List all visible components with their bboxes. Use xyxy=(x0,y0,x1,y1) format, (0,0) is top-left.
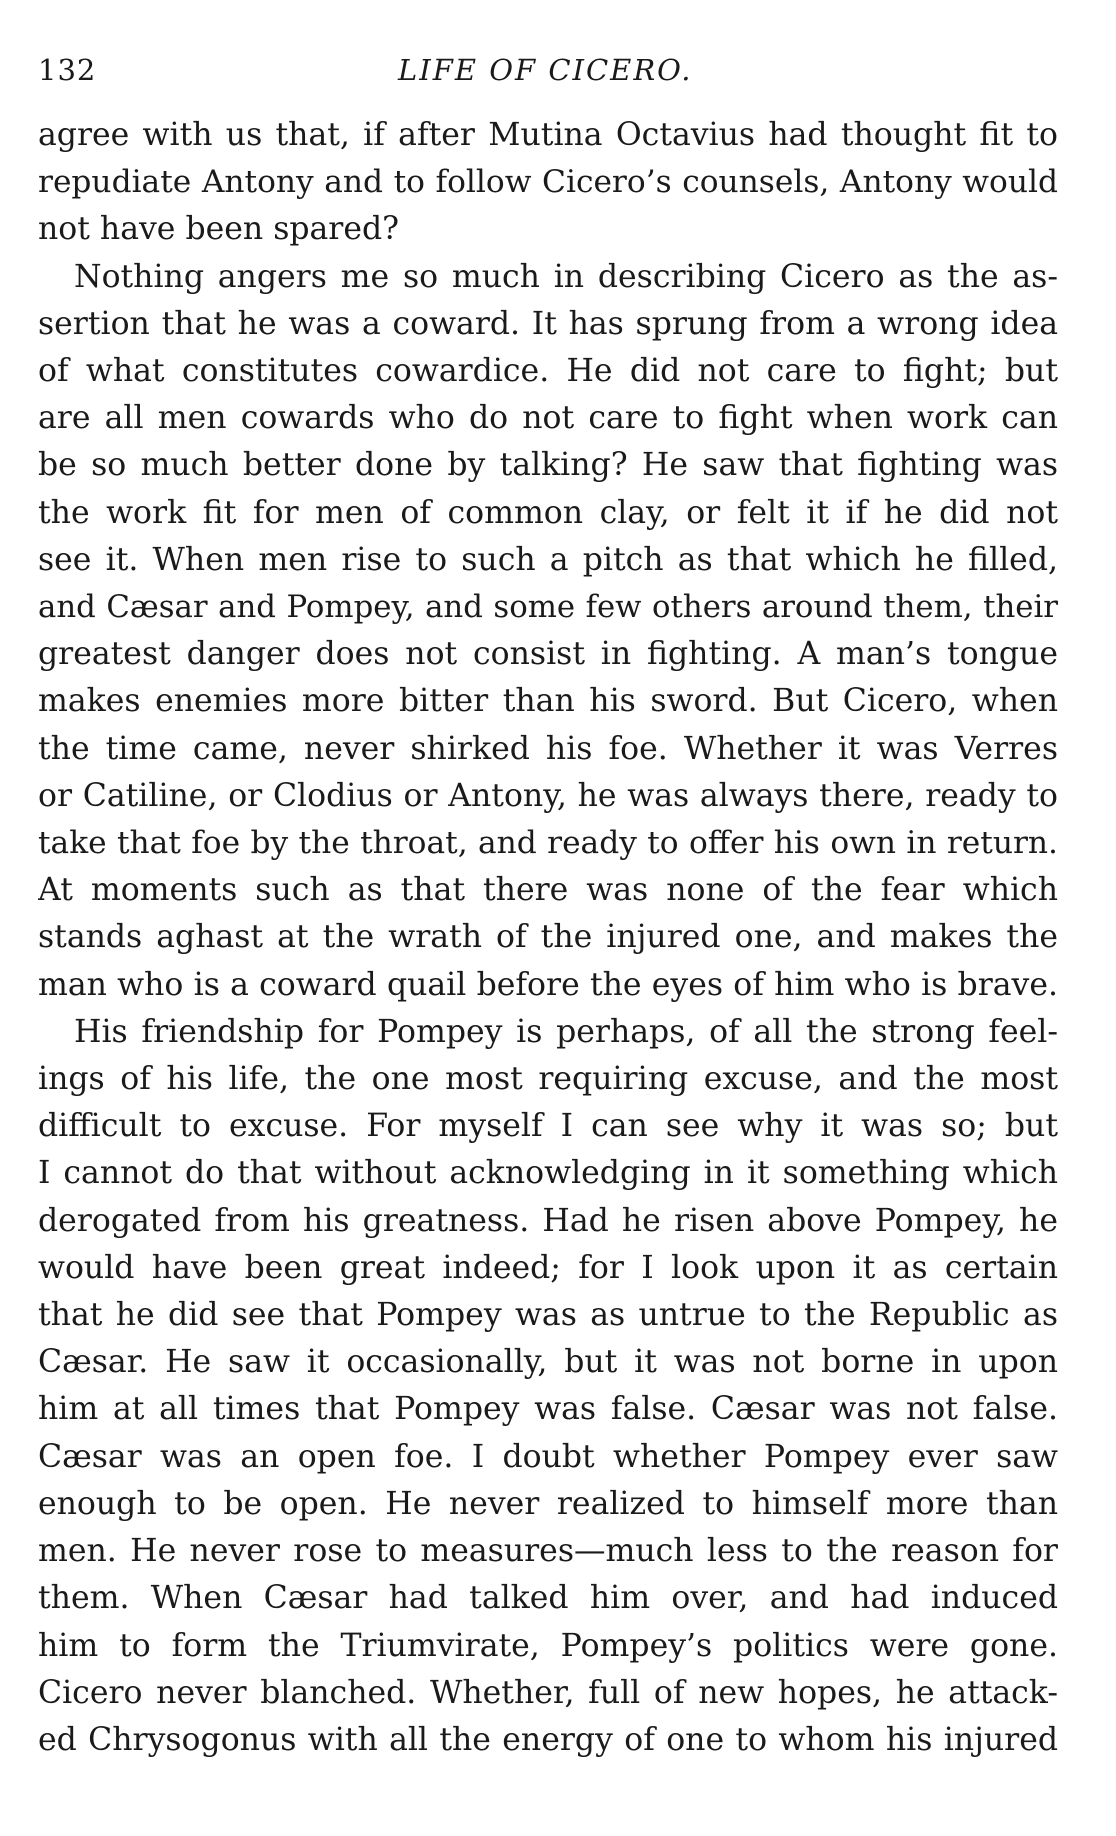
text-line: that he did see that Pompey was as untrue to the Republic as xyxy=(38,1297,1058,1334)
text-line: or Catiline, or Clodius or Antony, he was always there, ready to xyxy=(38,777,1058,814)
text-line: men. He never rose to measures—much less to the reason for xyxy=(38,1533,1058,1570)
text-line: derogated from his greatness. Had he risen above Pompey, he xyxy=(38,1202,1058,1239)
text-line: them. When Cæsar had talked him over, and had induced xyxy=(38,1580,1058,1617)
page-number: 132 xyxy=(38,53,97,87)
text-line: repudiate Antony and to follow Cicero’s counsels, Antony would xyxy=(38,164,1058,201)
paragraph-3 xyxy=(38,1009,1058,1764)
text-line: ings of his life, the one most requiring excuse, and the most xyxy=(38,1061,1058,1098)
text-line: are all men cowards who do not care to fight when work can xyxy=(38,400,1058,437)
text-line: would have been great indeed; for I look upon it as certain xyxy=(38,1249,1058,1286)
text-line: and Cæsar and Pompey, and some few others around them, their xyxy=(38,589,1058,626)
text-line: ed Chrysogonus with all the energy of one to whom his injured xyxy=(38,1721,1058,1758)
text-line: At moments such as that there was none of the fear which xyxy=(38,872,1058,909)
text-line: difficult to excuse. For myself I can see why it was so; but xyxy=(38,1108,1058,1145)
text-line: His friendship for Pompey is perhaps, of all the strong feel- xyxy=(74,1013,1058,1050)
paragraph-2 xyxy=(38,254,1058,1009)
text-line: agree with us that, if after Mutina Octavius had thought fit to xyxy=(38,117,1058,153)
text-line: of what constitutes cowardice. He did not care to fight; but xyxy=(38,353,1058,390)
text-line: man who is a coward quail before the eyes of him who is brave. xyxy=(38,966,1058,1003)
text-line: not have been spared? xyxy=(38,211,400,248)
running-title: LIFE OF CICERO. xyxy=(398,53,693,87)
text-line: Cicero never blanched. Whether, full of new hopes, he attack- xyxy=(38,1674,1058,1711)
body-text xyxy=(38,112,1058,1764)
text-line: greatest danger does not consist in fighting. A man’s tongue xyxy=(38,636,1058,673)
text-line: see it. When men rise to such a pitch as that which he filled, xyxy=(38,541,1058,578)
text-line: the time came, never shirked his foe. Whether it was Verres xyxy=(38,730,1058,767)
text-line: sertion that he was a coward. It has sprung from a wrong idea xyxy=(38,305,1058,342)
text-line: Cæsar. He saw it occasionally, but it was not borne in upon xyxy=(38,1344,1058,1381)
text-line: stands aghast at the wrath of the injured one, and makes the xyxy=(38,919,1058,956)
running-head xyxy=(38,50,1058,90)
text-line: him to form the Triumvirate, Pompey’s politics were gone. xyxy=(38,1627,1058,1664)
text-line: makes enemies more bitter than his sword. But Cicero, when xyxy=(38,683,1058,720)
text-line: I cannot do that without acknowledging in it something which xyxy=(38,1155,1058,1192)
text-line: Cæsar was an open foe. I doubt whether Pompey ever saw xyxy=(38,1438,1058,1475)
text-line: Nothing angers me so much in describing Cicero as the as- xyxy=(74,258,1058,295)
text-line: be so much better done by talking? He saw that fighting was xyxy=(38,447,1058,484)
text-line: him at all times that Pompey was false. Cæsar was not false. xyxy=(38,1391,1058,1428)
paragraph-1 xyxy=(38,112,1058,254)
text-line: take that foe by the throat, and ready to offer his own in return. xyxy=(38,825,1058,862)
book-page xyxy=(38,50,1058,1764)
text-line: enough to be open. He never realized to himself more than xyxy=(38,1485,1058,1522)
text-line: the work fit for men of common clay, or felt it if he did not xyxy=(38,494,1058,531)
